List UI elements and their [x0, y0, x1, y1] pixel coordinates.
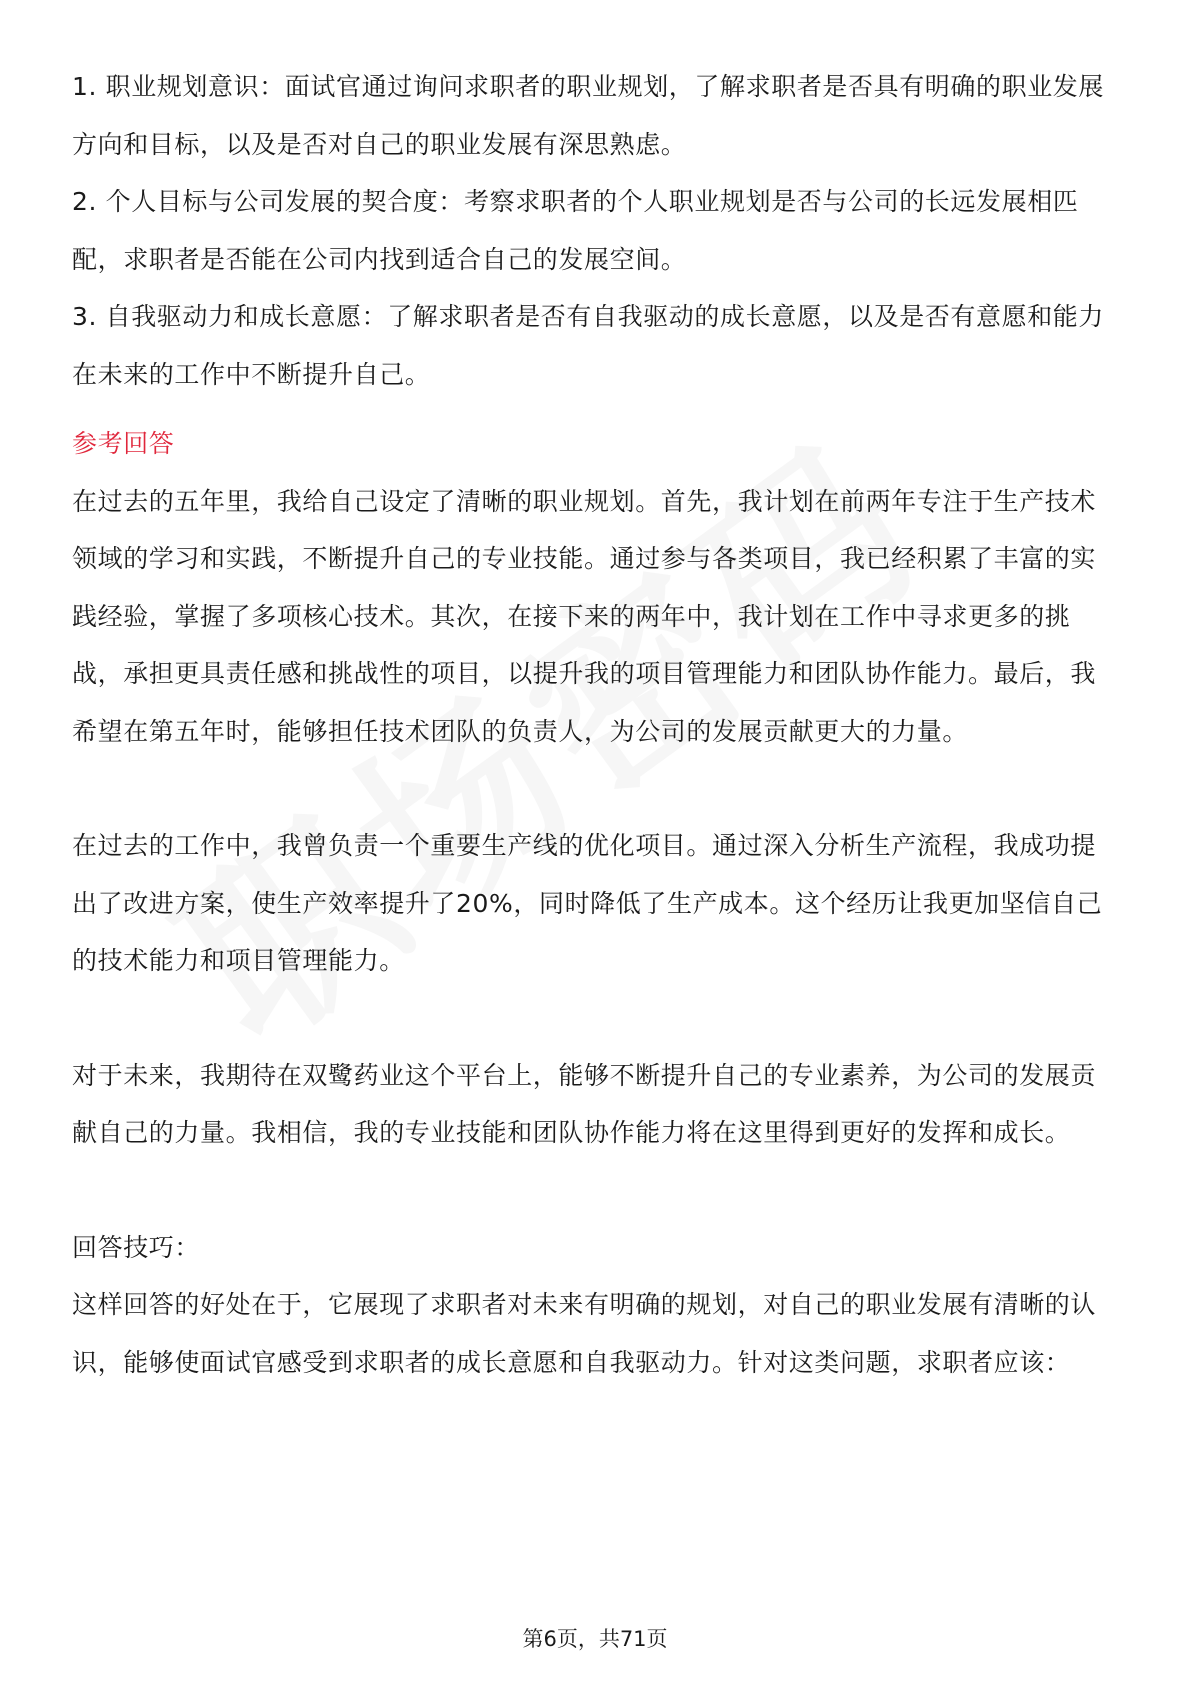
document-body — [72, 58, 1118, 1391]
criterion-2: 2. 个人目标与公司发展的契合度：考察求职者的个人职业规划是否与公司的长远发展相匹配，求职者是否能在公司内找到适合自己的发展空间。 — [72, 187, 1079, 274]
reference-answer-heading: 参考回答 — [72, 429, 175, 458]
criterion-3: 3. 自我驱动力和成长意愿：了解求职者是否有自我驱动的成长意愿，以及是否有意愿和能力在未来的工作中不断提升自己。 — [72, 302, 1105, 389]
reference-paragraph-2: 在过去的工作中，我曾负责一个重要生产线的优化项目。通过深入分析生产流程，我成功提出了改进方案，使生产效率提升了20%，同时降低了生产成本。这个经历让我更加坚信自己的技术能力和项目管理能力。 — [72, 831, 1103, 975]
tips-heading: 回答技巧： — [72, 1232, 201, 1262]
reference-paragraph-1: 在过去的五年里，我给自己设定了清晰的职业规划。首先，我计划在前两年专注于生产技术领域的学习和实践，不断提升自己的专业技能。通过参与各类项目，我已经积累了丰富的实践经验，掌握了多项核心技术。其次，在接下来的两年中，我计划在工作中寻求更多的挑战，承担更具责任感和挑战性的项目，以提升我的项目管理能力和团队协作能力。最后，我希望在第五年时，能够担任技术团队的负责人，为公司的发展贡献更大的力量。 — [72, 486, 1097, 746]
criterion-1: 1. 职业规划意识：面试官通过询问求职者的职业规划，了解求职者是否具有明确的职业发展方向和目标，以及是否对自己的职业发展有深思熟虑。 — [72, 72, 1105, 159]
tips-text: 这样回答的好处在于，它展现了求职者对未来有明确的规划，对自己的职业发展有清晰的认识，能够使面试官感受到求职者的成长意愿和自我驱动力。针对这类问题，求职者应该： — [72, 1290, 1097, 1377]
reference-paragraph-3: 对于未来，我期待在双鹭药业这个平台上，能够不断提升自己的专业素养，为公司的发展贡献自己的力量。我相信，我的专业技能和团队协作能力将在这里得到更好的发挥和成长。 — [72, 1060, 1097, 1147]
page-number: 第6页，共71页 — [522, 1627, 668, 1651]
